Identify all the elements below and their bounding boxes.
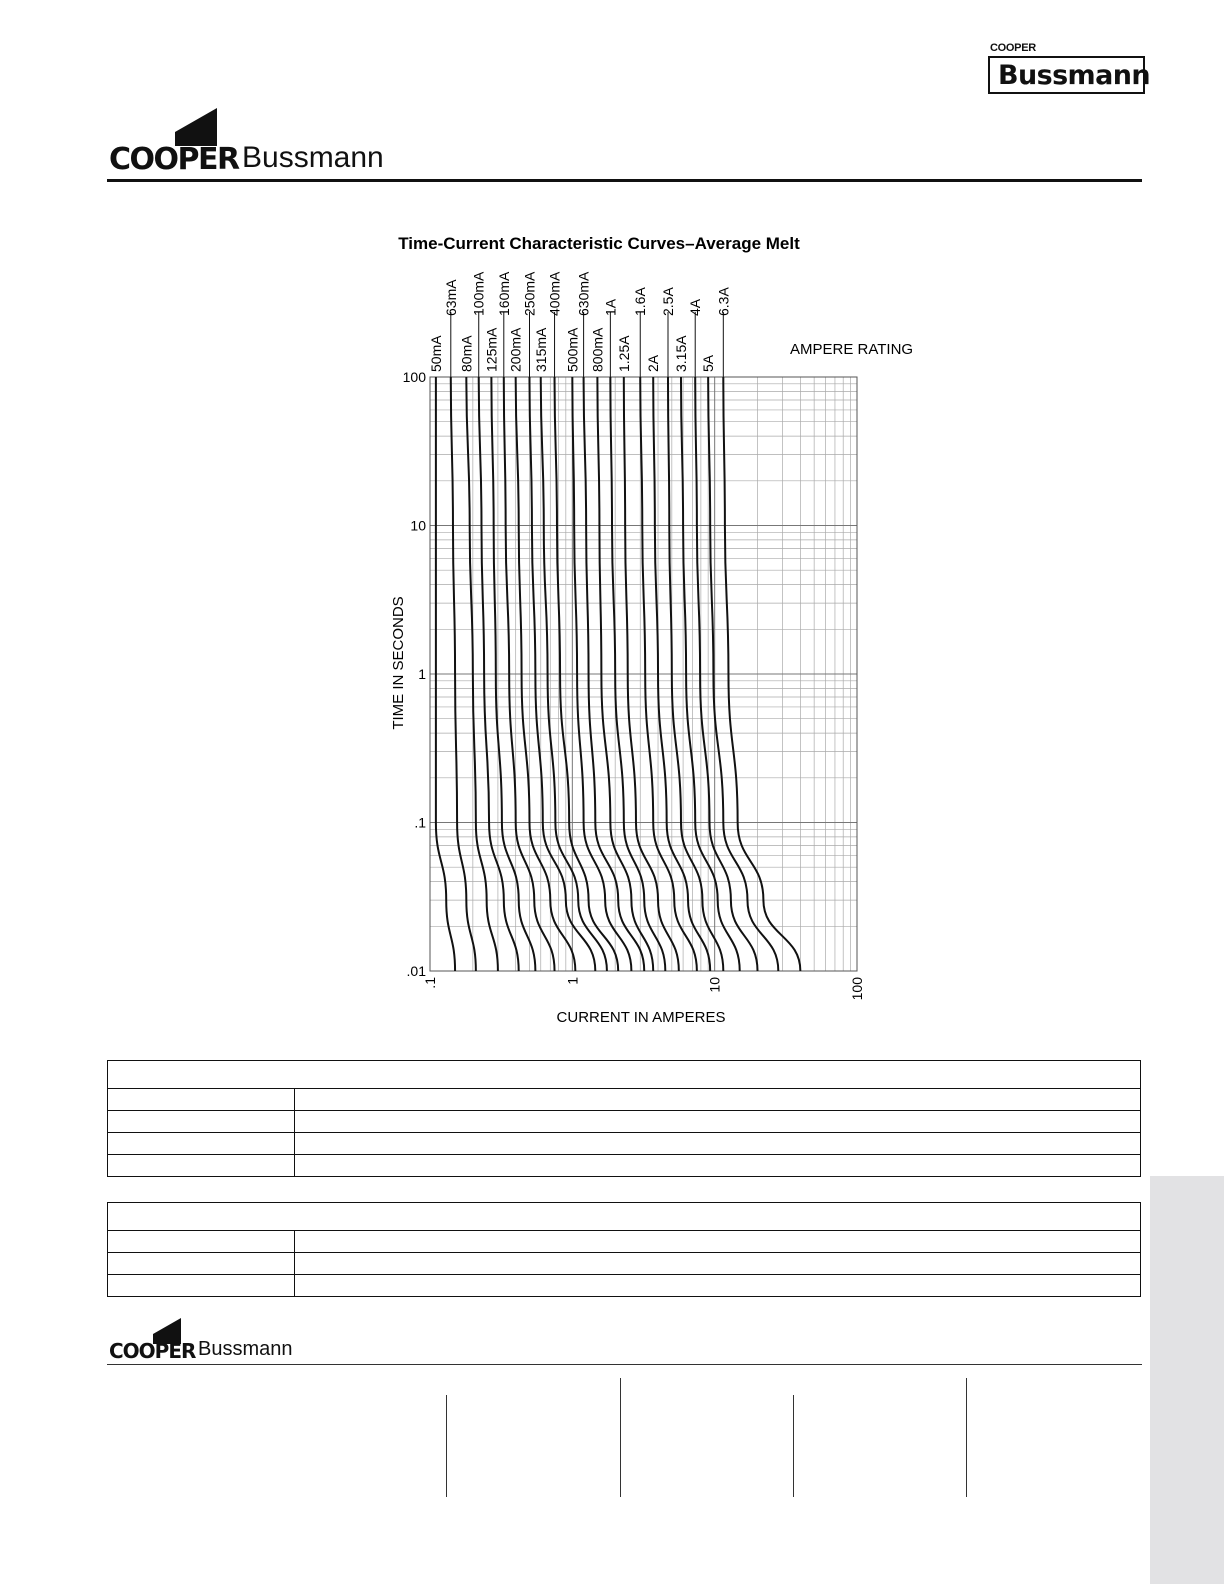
- series-label: 160mA: [495, 271, 512, 316]
- series-label: 5A: [700, 354, 717, 372]
- x-tick-label: .1: [422, 977, 438, 989]
- x-tick-label: 1: [564, 977, 581, 985]
- series-label: 4A: [687, 298, 704, 316]
- series-label: 800mA: [589, 327, 606, 372]
- table-row: [108, 1253, 1140, 1275]
- spec-table-2: [107, 1202, 1141, 1297]
- footer-divider: [620, 1378, 621, 1497]
- series-label: 50mA: [427, 335, 444, 372]
- table-row: [108, 1133, 1140, 1155]
- x-axis-label: CURRENT IN AMPERES: [556, 1009, 726, 1026]
- table-row: [108, 1231, 1140, 1253]
- series-label: 400mA: [546, 271, 563, 316]
- table-row: [108, 1275, 1140, 1296]
- series-label: 1A: [602, 298, 619, 316]
- legend-title: AMPERE RATING: [790, 341, 914, 358]
- y-tick-label: 100: [402, 369, 426, 385]
- series-label: 2.5A: [659, 287, 676, 316]
- y-tick-label: 1: [418, 666, 426, 682]
- side-tab: [1150, 1176, 1224, 1584]
- logo-small-bussmann: Bussmann: [998, 60, 1150, 91]
- series-label: 200mA: [507, 327, 524, 372]
- x-tick-label: 10: [706, 977, 723, 993]
- footer-rule: [107, 1364, 1142, 1365]
- y-tick-label: .01: [406, 963, 426, 979]
- series-label: 500mA: [564, 327, 581, 372]
- series-label: 125mA: [483, 327, 500, 372]
- x-tick-labels: [422, 977, 865, 1001]
- footer-divider: [793, 1395, 794, 1497]
- series-label: 315mA: [532, 327, 549, 372]
- table-row: [108, 1089, 1140, 1111]
- series-label: 80mA: [458, 335, 475, 372]
- series-label: 250mA: [521, 271, 538, 316]
- spec-table-1: [107, 1060, 1141, 1177]
- series-labels: [428, 271, 731, 377]
- footer-logo: [109, 1318, 329, 1362]
- x-tick-label: 100: [849, 977, 865, 1001]
- series-label: 100mA: [470, 271, 487, 316]
- logo-cooper-text: COOPER: [109, 142, 239, 177]
- series-label: 6.3A: [715, 287, 732, 316]
- table-header: [108, 1061, 1140, 1089]
- series-label: 630mA: [575, 271, 592, 316]
- series-label: 1.6A: [632, 287, 649, 316]
- footer-divider: [446, 1395, 447, 1497]
- y-axis-label: TIME IN SECONDS: [390, 596, 407, 730]
- y-tick-label: .1: [414, 814, 426, 831]
- series-label: 3.15A: [672, 335, 689, 372]
- table-header: [108, 1203, 1140, 1231]
- logo-bussmann-text: Bussmann: [242, 141, 384, 174]
- logo-small-cooper: COOPER: [990, 42, 1036, 54]
- footer-cooper-text: COOPER: [109, 1339, 196, 1363]
- y-tick-label: 10: [410, 517, 426, 534]
- series-label: 1.25A: [615, 335, 632, 372]
- chart-title: Time-Current Characteristic Curves–Average Melt: [398, 234, 800, 253]
- footer-divider: [966, 1378, 967, 1497]
- footer-bussmann-text: Bussmann: [198, 1338, 293, 1360]
- table-row: [108, 1111, 1140, 1133]
- series-label: 63mA: [442, 279, 459, 316]
- series-label: 2A: [645, 354, 662, 372]
- table-row: [108, 1155, 1140, 1176]
